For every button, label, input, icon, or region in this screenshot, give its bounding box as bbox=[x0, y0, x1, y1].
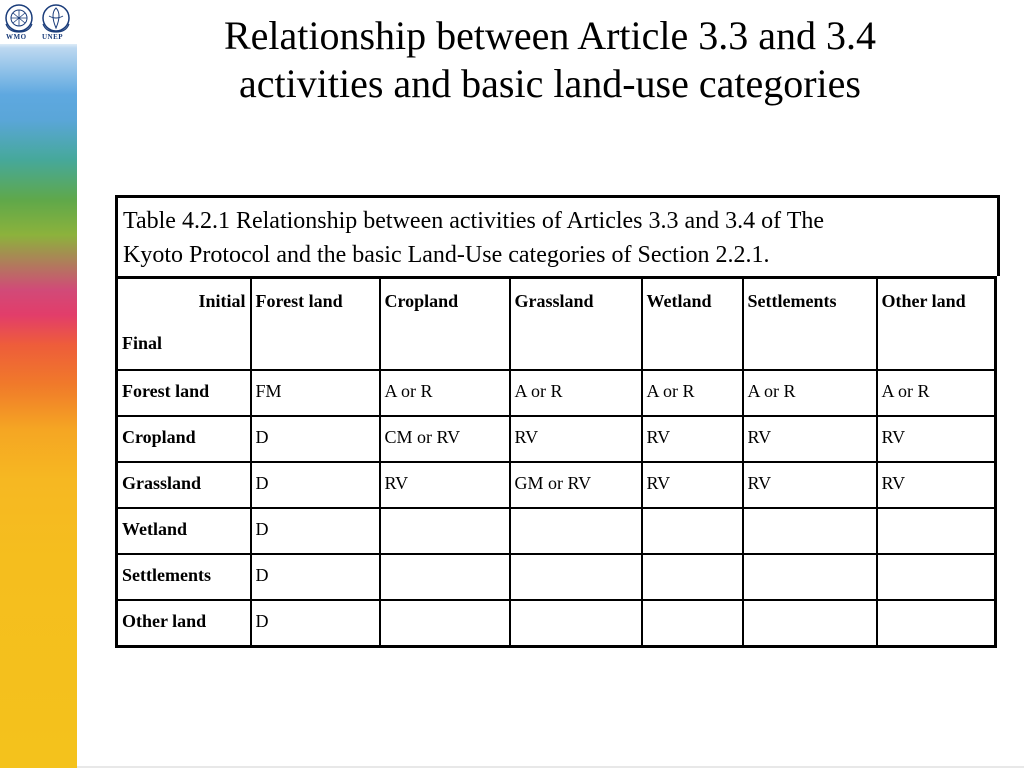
table-cell: A or R bbox=[642, 370, 743, 416]
relationship-table bbox=[115, 195, 997, 648]
row-label: Wetland bbox=[117, 508, 251, 554]
row-label: Other land bbox=[117, 600, 251, 647]
row-label: Settlements bbox=[117, 554, 251, 600]
table-cell bbox=[510, 508, 642, 554]
row-label: Grassland bbox=[117, 462, 251, 508]
column-header: Wetland bbox=[642, 278, 743, 371]
table-cell bbox=[743, 554, 877, 600]
table-row bbox=[117, 508, 996, 554]
table-cell: RV bbox=[642, 462, 743, 508]
table-cell bbox=[642, 508, 743, 554]
slide-title-line-2: activities and basic land-use categories bbox=[239, 61, 861, 106]
table-cell: RV bbox=[743, 462, 877, 508]
table-row bbox=[117, 554, 996, 600]
table-cell: RV bbox=[877, 462, 996, 508]
table-cell: RV bbox=[743, 416, 877, 462]
table-cell bbox=[642, 554, 743, 600]
slide-title bbox=[120, 12, 980, 108]
table-row bbox=[117, 416, 996, 462]
table-cell bbox=[743, 600, 877, 647]
table-cell bbox=[510, 554, 642, 600]
table-cell bbox=[877, 554, 996, 600]
table-cell bbox=[380, 508, 510, 554]
table-cell: CM or RV bbox=[380, 416, 510, 462]
table-cell: FM bbox=[251, 370, 380, 416]
table-cell: D bbox=[251, 508, 380, 554]
table-cell: A or R bbox=[877, 370, 996, 416]
column-header: Forest land bbox=[251, 278, 380, 371]
table-cell: RV bbox=[642, 416, 743, 462]
table-cell bbox=[642, 600, 743, 647]
logo-area bbox=[0, 0, 77, 44]
table-cell: GM or RV bbox=[510, 462, 642, 508]
unep-label: UNEP bbox=[42, 33, 64, 41]
table-cell: D bbox=[251, 554, 380, 600]
column-header: Other land bbox=[877, 278, 996, 371]
table-cell bbox=[380, 600, 510, 647]
column-header: Settlements bbox=[743, 278, 877, 371]
table-cell bbox=[743, 508, 877, 554]
corner-initial-label: Initial bbox=[198, 291, 246, 311]
table-row bbox=[117, 600, 996, 647]
header-row bbox=[117, 278, 996, 371]
table-cell bbox=[380, 554, 510, 600]
column-header: Grassland bbox=[510, 278, 642, 371]
land-use-matrix bbox=[115, 276, 997, 648]
table-caption-line-1: Table 4.2.1 Relationship between activities of Articles 3.3 and 3.4 of The bbox=[123, 208, 825, 234]
wmo-label: WMO bbox=[6, 33, 27, 41]
unep-emblem-icon bbox=[40, 2, 72, 34]
table-caption bbox=[115, 195, 1000, 276]
table-cell bbox=[877, 508, 996, 554]
table-cell: RV bbox=[380, 462, 510, 508]
table-row bbox=[117, 370, 996, 416]
row-label: Forest land bbox=[117, 370, 251, 416]
table-cell: D bbox=[251, 600, 380, 647]
table-cell: A or R bbox=[380, 370, 510, 416]
table-cell: A or R bbox=[743, 370, 877, 416]
table-cell: RV bbox=[510, 416, 642, 462]
corner-final-label: Final bbox=[122, 333, 163, 353]
table-cell bbox=[510, 600, 642, 647]
table-cell: RV bbox=[877, 416, 996, 462]
table-row bbox=[117, 462, 996, 508]
table-caption-line-2: Kyoto Protocol and the basic Land-Use categories of Section 2.2.1. bbox=[123, 242, 770, 268]
slide-title-line-1: Relationship between Article 3.3 and 3.4 bbox=[223, 13, 877, 58]
corner-cell bbox=[117, 278, 251, 371]
column-header: Cropland bbox=[380, 278, 510, 371]
table-cell: A or R bbox=[510, 370, 642, 416]
table-cell bbox=[877, 600, 996, 647]
wmo-emblem-icon bbox=[3, 2, 35, 34]
decorative-side-bar bbox=[0, 0, 77, 768]
table-cell: D bbox=[251, 462, 380, 508]
table-cell: D bbox=[251, 416, 380, 462]
row-label: Cropland bbox=[117, 416, 251, 462]
